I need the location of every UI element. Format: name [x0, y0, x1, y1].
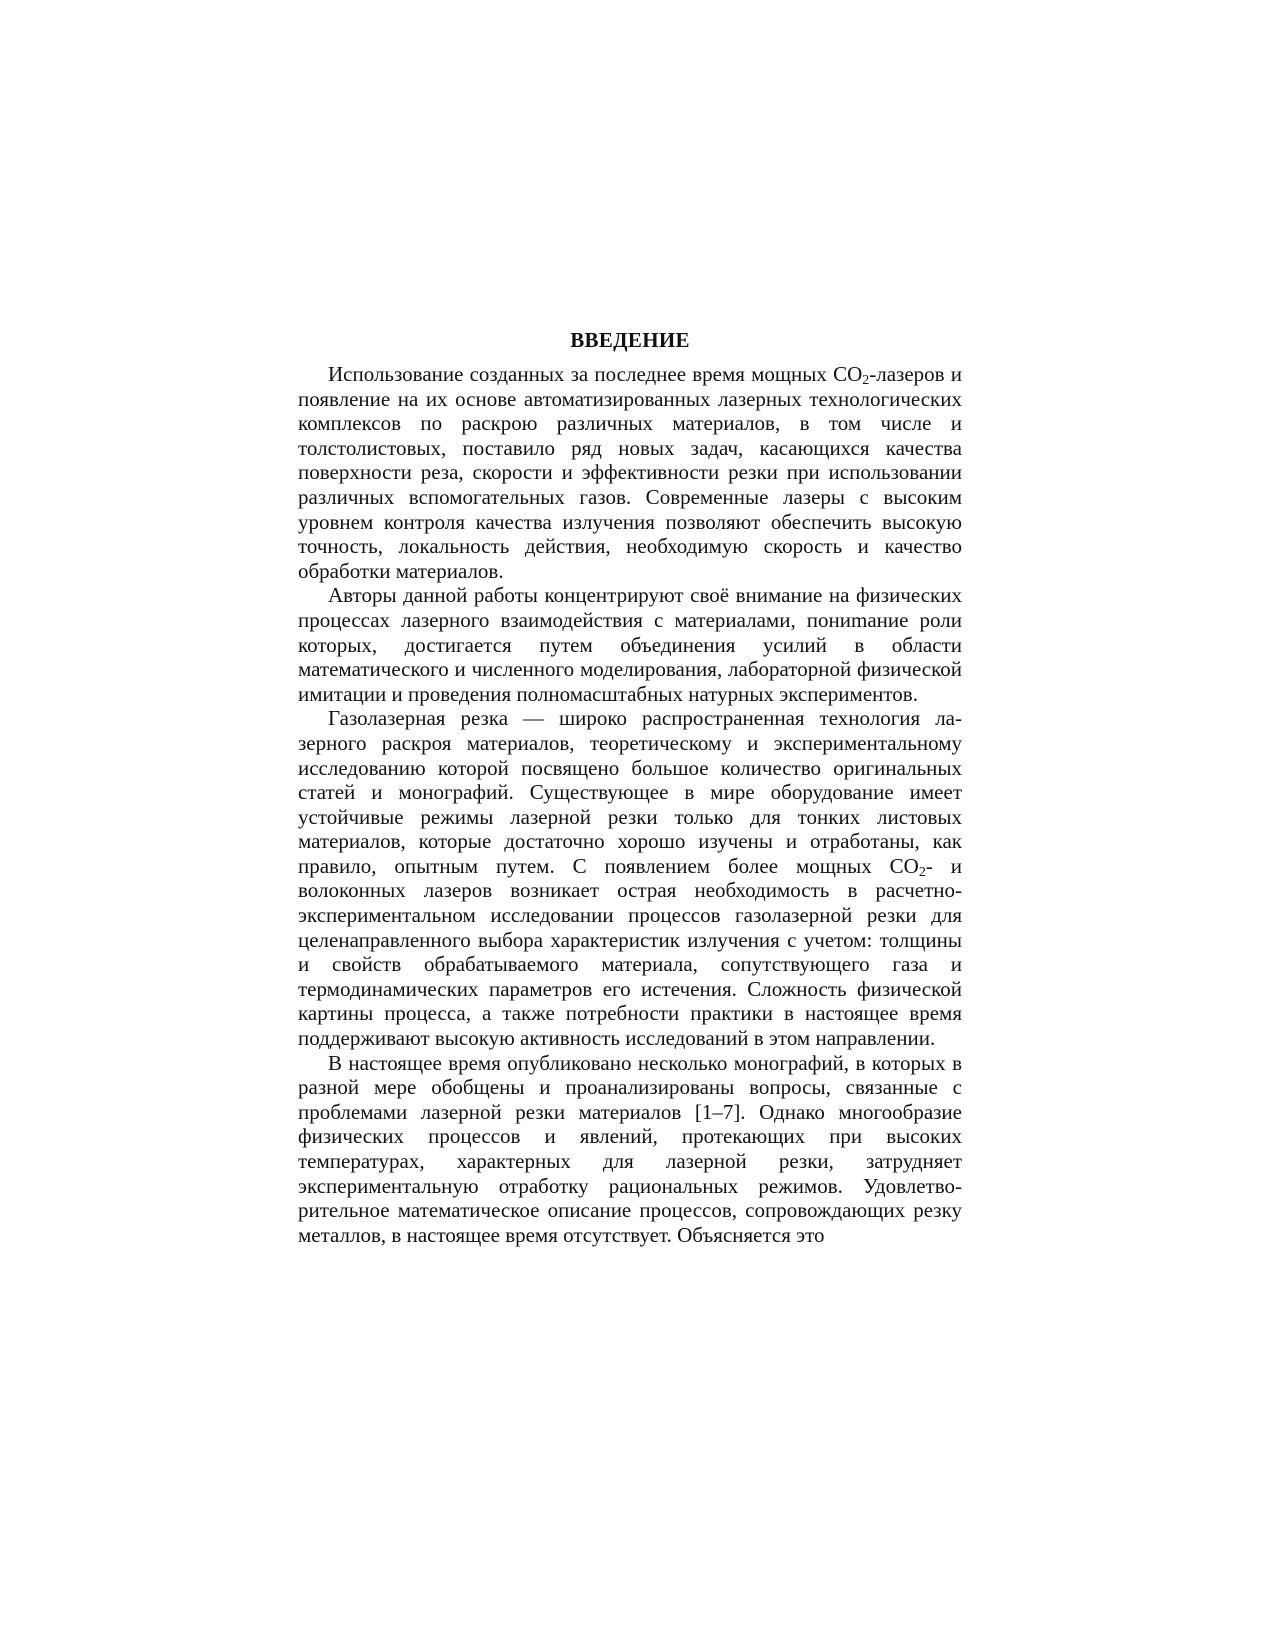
text-block [298, 326, 962, 1247]
section-heading: ВВЕДЕНИЕ [570, 328, 690, 352]
paragraph-3 [298, 706, 962, 1050]
paragraph-1 [298, 362, 962, 583]
paragraph-3-text-after: - и волоконных лазеров возникает острая необходимость в расчетно-экспериментальном исследовании процессов газолазерной резки для целенаправленного выбора характеристик излучения с учетом: толщины и свойств обрабатываемого материала, сопутствующего газа и термодинамических параметров его истечения. Сложность физической картины процесса, а также потребности практики в настоящее время поддерживают высокую активность исследований в этом направлении. [298, 853, 962, 1051]
paragraph-4: В настоящее время опубликовано несколько монографий, в которых в разной мере обобщены и проанализированы вопросы, связанные с проблемами лазерной резки материалов [1–7]. Однако многообразие физических процессов и явлений, протекающих при высоких температурах, характерных для лазерной резки, затрудняет экспериментальную отработку рациональных режимов. Удовлетворительное математическое описание процессов, сопровождающих резку металлов, в настоящее время отсутствует. Объясняется это [298, 1050, 962, 1247]
paragraph-3-text-before: Газолазерная резка — широко распространенная технология лазерного раскроя материалов, теоретическому и экспериментальному исследованию которой посвящено большое количество оригинальных статей и монографий. Существующее в мире оборудование имеет устойчивые режимы лазерной резки только для тонких листовых материалов, которые достаточно хорошо изучены и отработаны, как правило, опытным путем. С появлением более мощных CO [298, 706, 962, 878]
paragraph-1-text-after: -лазеров и появление на их основе автоматизированных лазерных технологических комплексов по раскрою различных материалов, в том числе и толстолистовых, поставило ряд новых задач, касающихся качества поверхности реза, скорости и эффективности резки при использовании различных вспомогательных газов. Современные лазеры с высоким уровнем контроля качества излучения позволяют обеспечить высокую точность, локальность действия, необходимую скорость и качество обработки материалов. [298, 362, 962, 583]
subscript-2: 2 [918, 864, 926, 880]
subscript-2: 2 [862, 373, 870, 388]
paragraph-1-text-before: Использование созданных за последнее время мощных CO [328, 362, 863, 386]
paragraph-2: Авторы данной работы концентрируют своё внимание на физических процессах лазерного взаимодействия с материалами, пониmание роли которых, достигается путем объединения усилий в области математического и численного моделирования, лабораторной физической имитации и проведения полномасштабных натурных экспериментов. [298, 583, 962, 706]
